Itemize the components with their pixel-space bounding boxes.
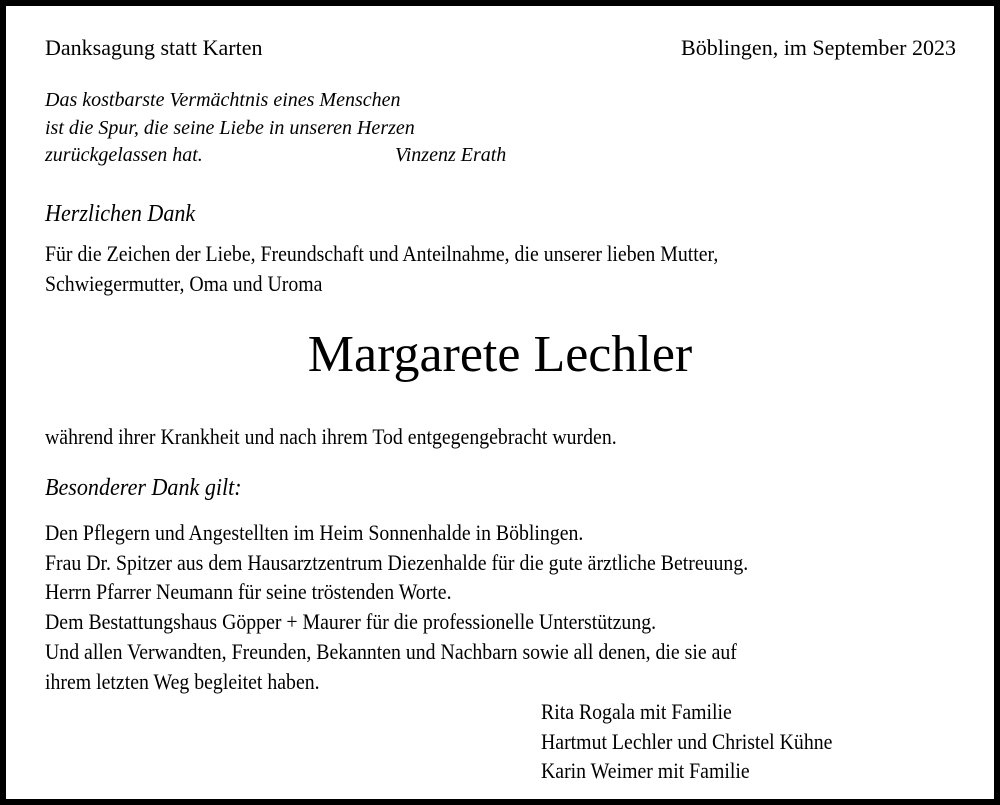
quote-line: ist die Spur, die seine Liebe in unseren Herzen (45, 117, 415, 139)
header-place-date: Böblingen, im September 2023 (681, 35, 956, 60)
signature-line: Rita Rogala mit Familie (541, 699, 732, 724)
special-thanks-line: ihrem letzten Weg begleitet haben. (45, 669, 320, 694)
thanks-line: Für die Zeichen der Liebe, Freundschaft und Anteilnahme, die unserer lieben Mutter, (45, 241, 719, 266)
special-thanks-line: Und allen Verwandten, Freunden, Bekannten und Nachbarn sowie all denen, die sie auf (45, 639, 737, 664)
special-thanks-line: Frau Dr. Spitzer aus dem Hausarztzentrum Diezenhalde für die gute ärztliche Betreuung. (45, 550, 749, 575)
signature-line: Karin Weimer mit Familie (541, 758, 750, 783)
thanks-heading: Herzlichen Dank (45, 201, 196, 227)
thanks-line: Schwiegermutter, Oma und Uroma (45, 271, 323, 296)
deceased-name: Margarete Lechler (307, 326, 693, 383)
special-thanks-line: Herrn Pfarrer Neumann für seine tröstenden Worte. (45, 579, 452, 604)
signature-line: Hartmut Lechler und Christel Kühne (541, 729, 833, 754)
after-name-line: während ihrer Krankheit und nach ihrem Tod entgegengebracht wurden. (45, 424, 617, 449)
special-thanks-heading: Besonderer Dank gilt: (45, 475, 242, 501)
quote-line: zurückgelassen hat. (45, 144, 203, 166)
quote-author: Vinzenz Erath (395, 144, 507, 166)
special-thanks-line: Dem Bestattungshaus Göpper + Maurer für die professionelle Unterstützung. (45, 609, 657, 634)
special-thanks-line: Den Pflegern und Angestellten im Heim Sonnenhalde in Böblingen. (45, 520, 584, 545)
header-title: Danksagung statt Karten (45, 35, 263, 60)
quote-line: Das kostbarste Vermächtnis eines Menschen (45, 89, 401, 111)
